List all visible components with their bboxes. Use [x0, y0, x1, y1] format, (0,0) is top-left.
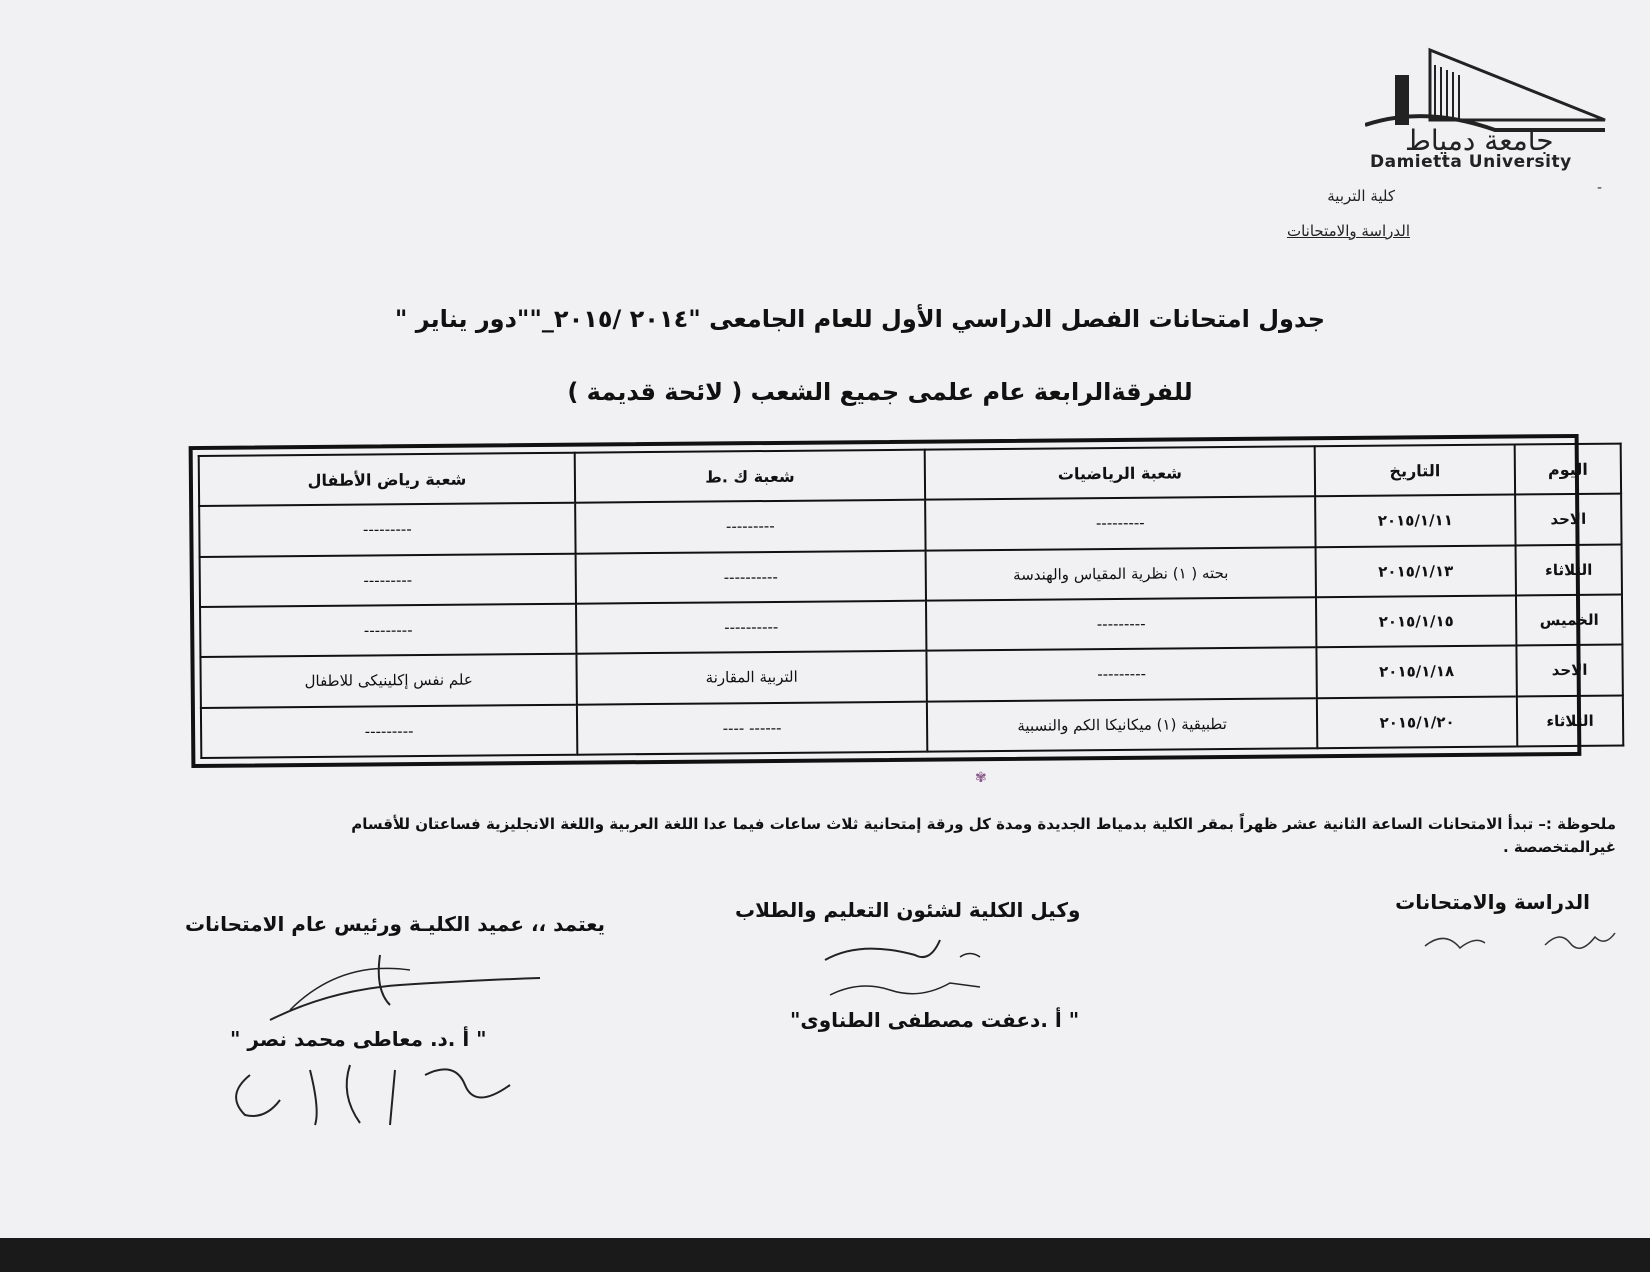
cell-math: ---------: [925, 497, 1315, 551]
header-date: التاريخ: [1315, 444, 1515, 496]
cell-date: ٢٠١٥/١/٢٠: [1317, 696, 1517, 748]
cell-kids: ---------: [200, 604, 576, 658]
signature-vice-name: " أ .دعفت مصطفى الطناوى": [790, 1008, 1080, 1032]
university-name-en: Damietta University: [1370, 152, 1572, 172]
cell-kt: ----------: [576, 601, 926, 654]
signature-vice-title: وكيل الكلية لشئون التعليم والطلاب: [735, 898, 1081, 922]
cell-math: ---------: [926, 597, 1316, 651]
faculty-name: كلية التربية: [1327, 187, 1395, 205]
exam-schedule-table: [198, 443, 1625, 759]
note-line-1: ملحوظة :– تبدأ الامتحانات الساعة الثانية عشر ظهراً بمقر الكلية بدمياط الجديدة ومدة كل ورقة إمتحانية ثلاث ساعات فيما عدا اللغة العربية واللغة الانجليزية فساعتان للأقسام: [351, 815, 1616, 833]
exam-schedule-table-frame: [189, 434, 1599, 768]
title-line-2: للفرقةالرابعة عام علمى جميع الشعب ( لائحة قديمة ): [567, 378, 1193, 406]
cell-kt: ---------: [575, 500, 925, 553]
cell-date: ٢٠١٥/١/١١: [1315, 495, 1515, 547]
cell-day: الثلاثاء: [1517, 695, 1623, 746]
cell-kt: ------ ----: [577, 701, 927, 754]
header-day: اليوم: [1515, 444, 1621, 495]
cell-day: الثلاثاء: [1516, 544, 1622, 595]
cell-kids: ---------: [201, 704, 577, 758]
handwritten-date-dean: [220, 1055, 530, 1135]
signature-dept-title: الدراسة والامتحانات: [1395, 890, 1590, 914]
cell-math: ---------: [926, 648, 1316, 702]
handwritten-signature-vice: [820, 935, 1040, 1005]
cell-day: الخميس: [1516, 595, 1622, 646]
cell-math: بحته ( ١) نظرية المقياس والهندسة: [926, 547, 1316, 601]
signature-dean-title: يعتمد ،، عميد الكليـة ورئيس عام الامتحانات: [185, 912, 606, 936]
title-line-1: جدول امتحانات الفصل الدراسي الأول للعام الجامعى "٢٠١٤ /٢٠١٥_""دور يناير ": [394, 305, 1326, 333]
cell-kt: ----------: [576, 550, 926, 603]
ink-mark: ✾: [975, 770, 987, 786]
signature-dean-name: " أ .د. معاطى محمد نصر ": [230, 1027, 487, 1051]
header-math: شعبة الرياضيات: [925, 446, 1315, 500]
handwritten-signature-dept: [1540, 925, 1620, 955]
handwritten-signature-dept-2: [1420, 928, 1490, 956]
handwritten-signature-dean: [250, 950, 550, 1030]
cell-day: الاحد: [1516, 645, 1622, 696]
cell-kt: التربية المقارنة: [576, 651, 926, 704]
cell-math: تطبيقية (١) ميكانيكا الكم والنسبية: [927, 698, 1317, 752]
cell-date: ٢٠١٥/١/١٥: [1316, 595, 1516, 647]
note-line-2: غيرالمتخصصة .: [1502, 838, 1616, 856]
dash-mark: -: [1597, 180, 1603, 196]
cell-day: الاحد: [1515, 494, 1621, 545]
cell-kids: ---------: [200, 553, 576, 607]
header-kids: شعبة رياض الأطفال: [199, 453, 575, 507]
svg-text:جامعة دمياط: جامعة دمياط: [1405, 124, 1554, 157]
cell-kids: علم نفس إكلينيكى للاطفال: [200, 654, 576, 708]
header-kt: شعبة ك .ط: [575, 450, 925, 503]
department-name: الدراسة والامتحانات: [1286, 222, 1410, 240]
cell-kids: ---------: [199, 503, 575, 557]
cell-date: ٢٠١٥/١/١٨: [1316, 646, 1516, 698]
cell-date: ٢٠١٥/١/١٣: [1316, 545, 1516, 597]
